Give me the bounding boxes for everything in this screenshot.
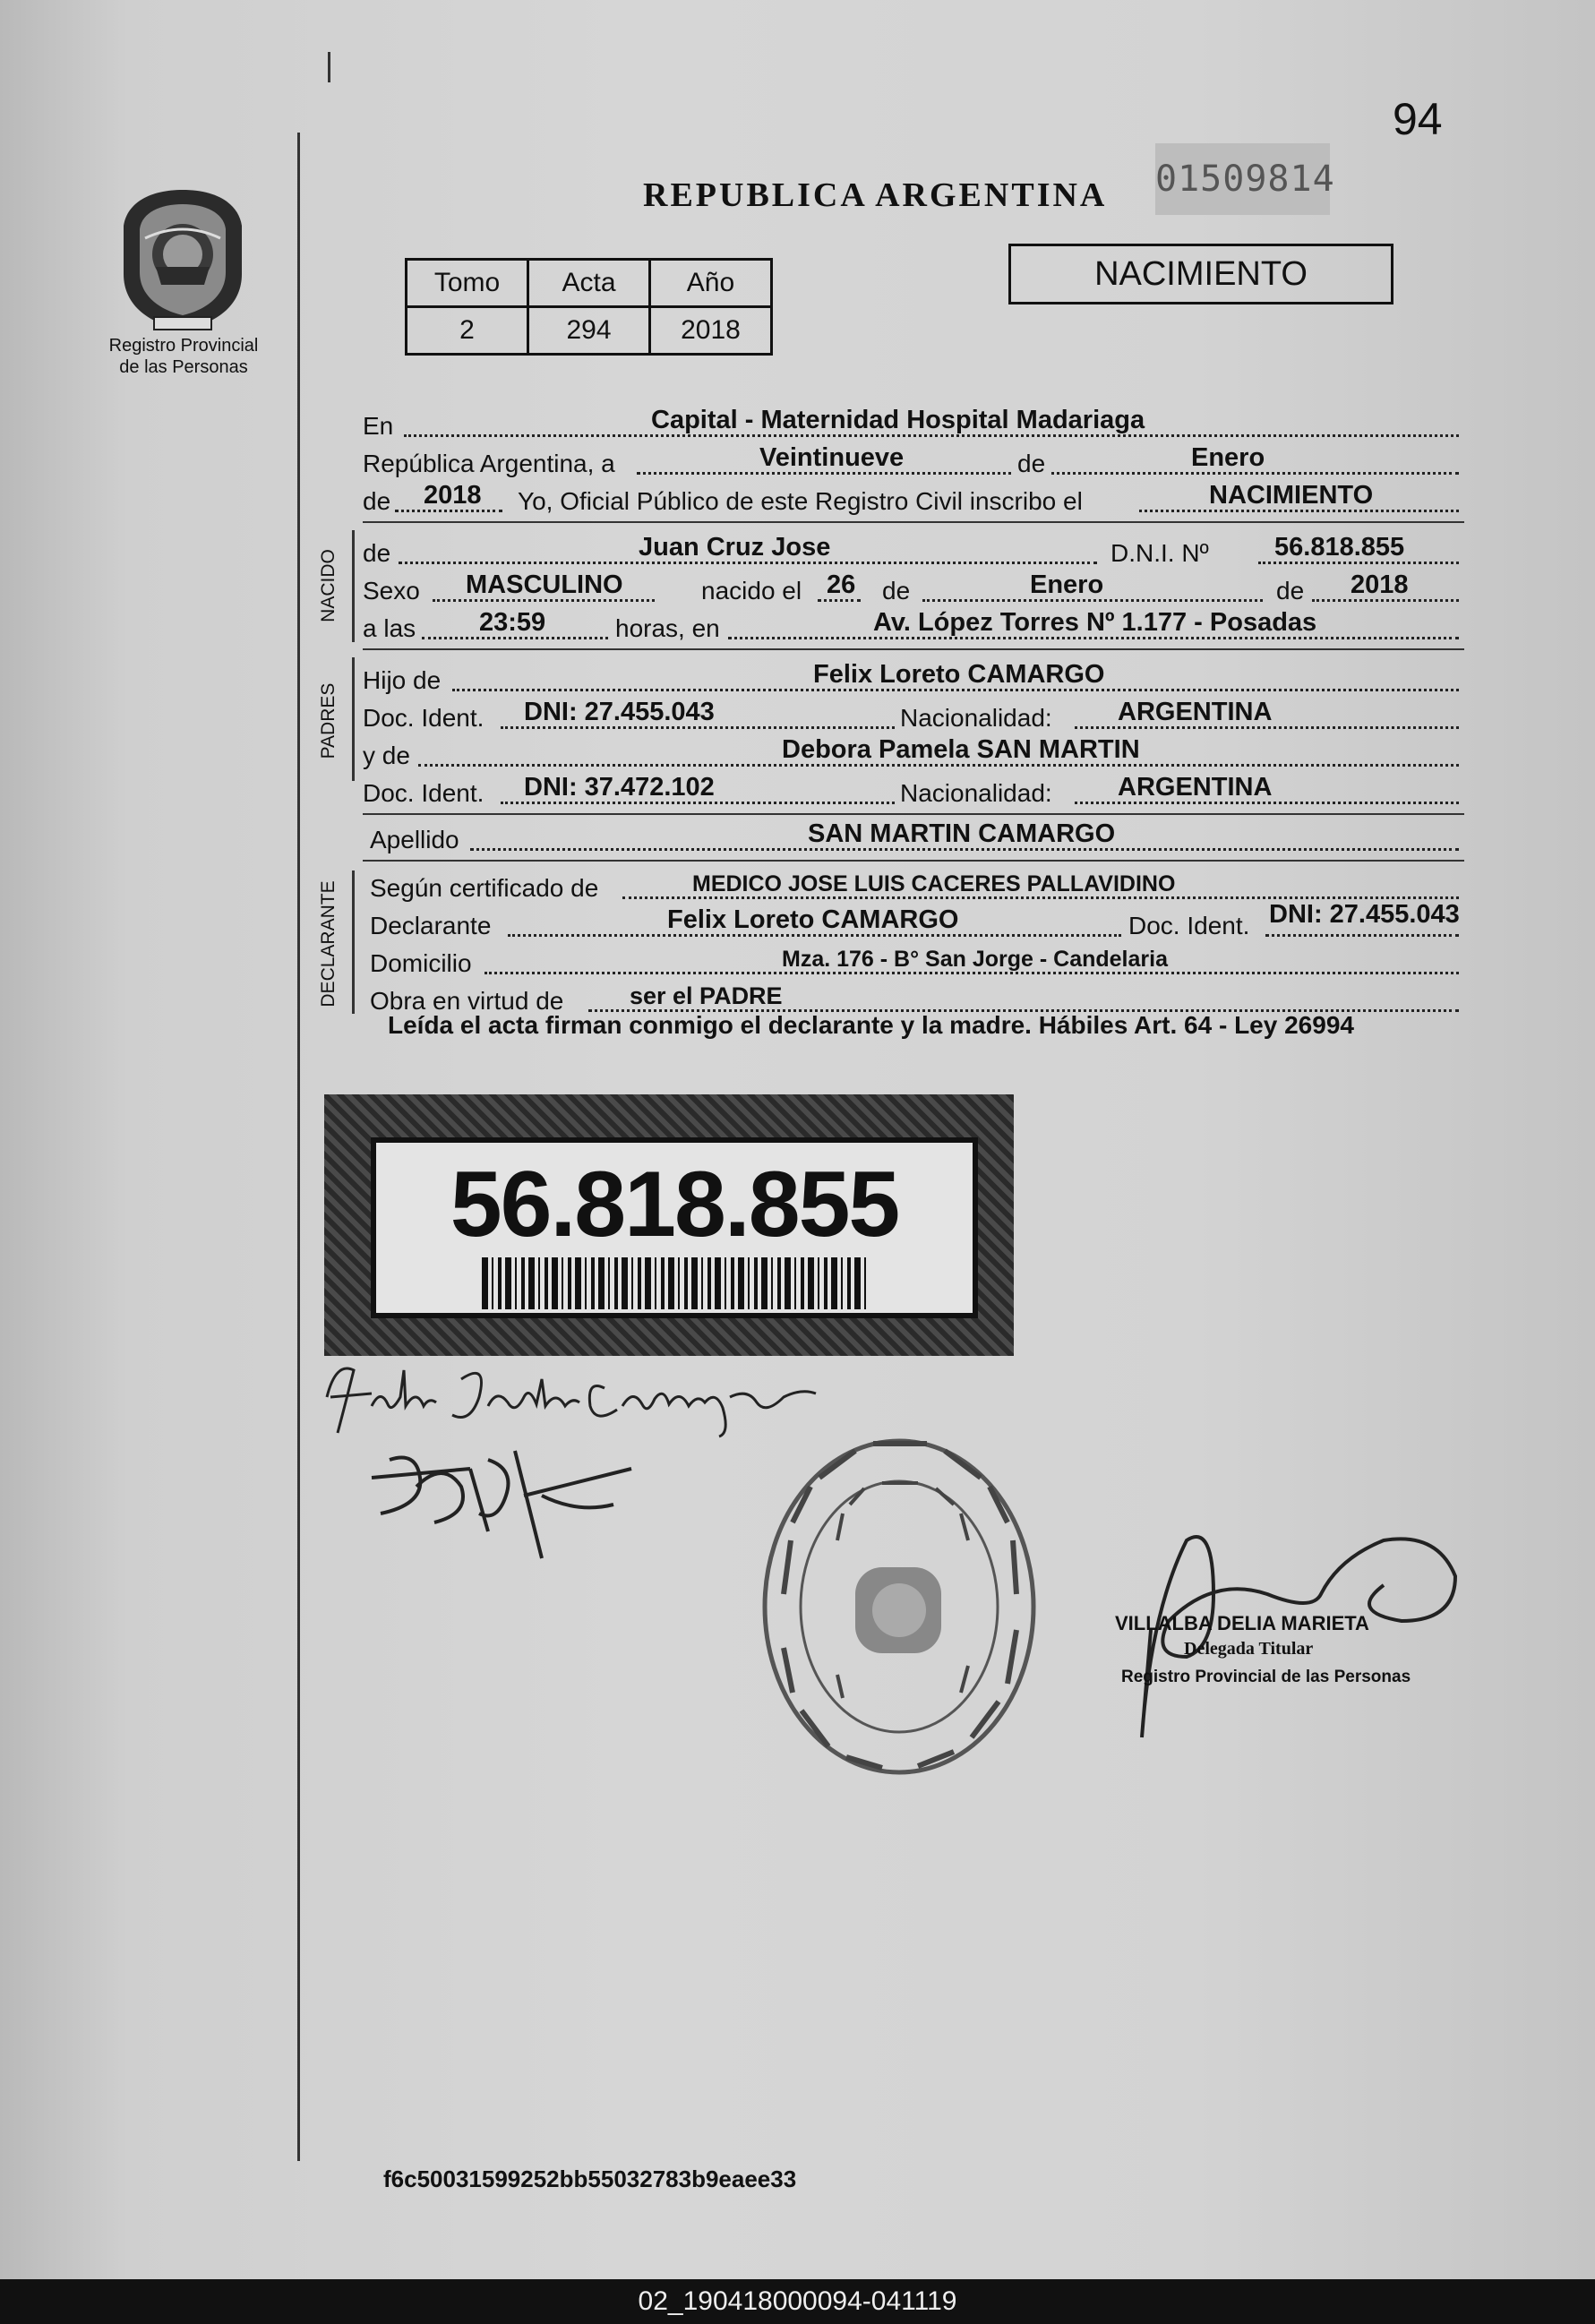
label-officer: Yo, Oficial Público de este Registro Civil inscribo el xyxy=(518,487,1083,515)
label-nacionalidad-father: Nacionalidad: xyxy=(900,704,1052,732)
anio-value: 2018 xyxy=(650,307,772,355)
label-doc-ident-mother: Doc. Ident. xyxy=(363,779,485,807)
section-divider xyxy=(363,860,1464,862)
label-obra-en-virtud: Obra en virtud de xyxy=(370,987,564,1015)
dni-sticker xyxy=(324,1094,1014,1356)
row-mother-name xyxy=(363,734,1460,772)
label-de-month: de xyxy=(1014,450,1049,478)
row-place xyxy=(363,405,1460,442)
row-mother-doc xyxy=(363,772,1460,810)
value-declarant-name: Felix Loreto CAMARGO xyxy=(667,905,959,934)
tomo-value: 2 xyxy=(407,307,528,355)
declarante-section-label: DECLARANTE xyxy=(318,880,339,1008)
anio-header: Año xyxy=(650,260,772,307)
value-birth-address: Av. López Torres Nº 1.177 - Posadas xyxy=(873,608,1317,637)
row-address xyxy=(363,942,1460,980)
section-divider xyxy=(363,521,1464,523)
margin-rule xyxy=(297,133,300,2161)
row-father-doc xyxy=(363,697,1460,734)
label-sexo: Sexo xyxy=(363,577,420,605)
document-hash: f6c50031599252bb55032783b9eaee33 xyxy=(383,2165,797,2192)
value-reason: ser el PADRE xyxy=(630,982,783,1009)
country-title: REPUBLICA ARGENTINA xyxy=(643,176,1108,214)
row-certificate xyxy=(363,867,1460,905)
padres-bracket xyxy=(352,657,355,781)
label-y-de: y de xyxy=(363,742,410,769)
label-apellido: Apellido xyxy=(370,826,459,853)
padres-section-label: PADRES xyxy=(318,682,339,759)
acta-header: Acta xyxy=(528,260,650,307)
label-nacionalidad-mother: Nacionalidad: xyxy=(900,779,1052,807)
value-mother-name: Debora Pamela SAN MARTIN xyxy=(782,735,1140,764)
row-declarant xyxy=(363,900,1460,942)
declarant-signature xyxy=(318,1343,855,1442)
row-surname xyxy=(363,819,1460,856)
act-type-box: NACIMIENTO xyxy=(1008,244,1393,304)
value-month: Enero xyxy=(1191,443,1265,472)
nacido-section-label: NACIDO xyxy=(318,549,339,622)
label-republic: República Argentina, a xyxy=(363,450,615,477)
value-surname: SAN MARTIN CAMARGO xyxy=(808,819,1116,848)
registrar-name: VILLALBA DELIA MARIETA xyxy=(1115,1612,1369,1634)
value-mother-nationality: ARGENTINA xyxy=(1118,773,1273,802)
registrar-office: Registro Provincial de las Personas xyxy=(1121,1668,1411,1686)
value-time: 23:59 xyxy=(479,608,546,637)
value-declarant-address: Mza. 176 - B° San Jorge - Candelaria xyxy=(782,947,1168,972)
tomo-header: Tomo xyxy=(407,260,528,307)
row-officer xyxy=(363,480,1460,518)
row-sex-birth xyxy=(363,570,1460,607)
barcode xyxy=(482,1257,867,1309)
declarante-bracket xyxy=(352,870,355,1014)
label-dni: D.N.I. Nº xyxy=(1110,539,1209,567)
record-table xyxy=(405,258,773,356)
dni-sticker-inner xyxy=(371,1137,978,1318)
label-de-birth-month: de xyxy=(882,577,911,605)
label-domicilio: Domicilio xyxy=(370,949,472,977)
label-en: En xyxy=(363,412,394,440)
margin-tick xyxy=(328,52,330,82)
closing-statement: Leída el acta firman conmigo el declarante y la madre. Hábiles Art. 64 - Ley 26994 xyxy=(388,1011,1354,1039)
label-nacido-el: nacido el xyxy=(701,577,802,605)
serial-stamp: 01509814 xyxy=(1155,143,1330,215)
office-line-2: de las Personas xyxy=(119,357,248,377)
label-a-las: a las xyxy=(363,614,416,642)
dotted-line xyxy=(1265,934,1459,937)
registrar-role: Delegada Titular xyxy=(1184,1639,1314,1659)
misiones-crest-logo xyxy=(115,184,251,333)
value-child-name: Juan Cruz Jose xyxy=(639,533,831,562)
label-doc-ident-father: Doc. Ident. xyxy=(363,704,485,732)
label-de-year: de xyxy=(363,487,391,515)
label-segun-certificado: Según certificado de xyxy=(370,874,599,902)
value-father-nationality: ARGENTINA xyxy=(1118,698,1273,726)
label-hijo-de: Hijo de xyxy=(363,666,442,694)
value-child-dni: 56.818.855 xyxy=(1274,533,1405,562)
row-father-name xyxy=(363,659,1460,697)
value-father-doc: DNI: 27.455.043 xyxy=(524,698,715,726)
record-table-header-row xyxy=(407,260,772,307)
officer-initial-signature xyxy=(363,1442,649,1576)
value-father-name: Felix Loreto CAMARGO xyxy=(813,660,1105,689)
value-place: Capital - Maternidad Hospital Madariaga xyxy=(651,406,1145,434)
label-declarante: Declarante xyxy=(370,912,492,939)
value-mother-doc: DNI: 37.472.102 xyxy=(524,773,715,802)
office-line-1: Registro Provincial xyxy=(108,336,259,356)
official-stamp xyxy=(757,1433,1042,1780)
registry-office-name xyxy=(99,335,269,378)
label-de-birth-year: de xyxy=(1276,577,1305,605)
row-date xyxy=(363,442,1460,480)
label-de-child: de xyxy=(363,539,391,567)
record-table-value-row xyxy=(407,307,772,355)
row-time-place xyxy=(363,607,1460,645)
label-doc-ident-declarant: Doc. Ident. xyxy=(1128,912,1250,939)
value-year: 2018 xyxy=(424,481,482,510)
value-birth-month: Enero xyxy=(1030,570,1104,599)
value-sexo: MASCULINO xyxy=(466,570,623,599)
label-horas-en: horas, en xyxy=(615,614,720,642)
value-birth-day: 26 xyxy=(827,570,856,599)
value-certificate: MEDICO JOSE LUIS CACERES PALLAVIDINO xyxy=(692,871,1176,896)
footer-file-id: 02_190418000094-041119 xyxy=(638,2286,957,2316)
page-number: 94 xyxy=(1393,94,1443,144)
section-divider xyxy=(363,813,1464,815)
row-child-name xyxy=(363,532,1460,570)
value-birth-year: 2018 xyxy=(1351,570,1409,599)
value-day: Veintinueve xyxy=(759,443,905,472)
section-divider xyxy=(363,648,1464,650)
acta-value: 294 xyxy=(528,307,650,355)
value-declarant-doc: DNI: 27.455.043 xyxy=(1269,900,1460,929)
dni-sticker-number: 56.818.855 xyxy=(450,1153,899,1256)
value-act: NACIMIENTO xyxy=(1209,481,1374,510)
nacido-bracket xyxy=(352,530,355,642)
